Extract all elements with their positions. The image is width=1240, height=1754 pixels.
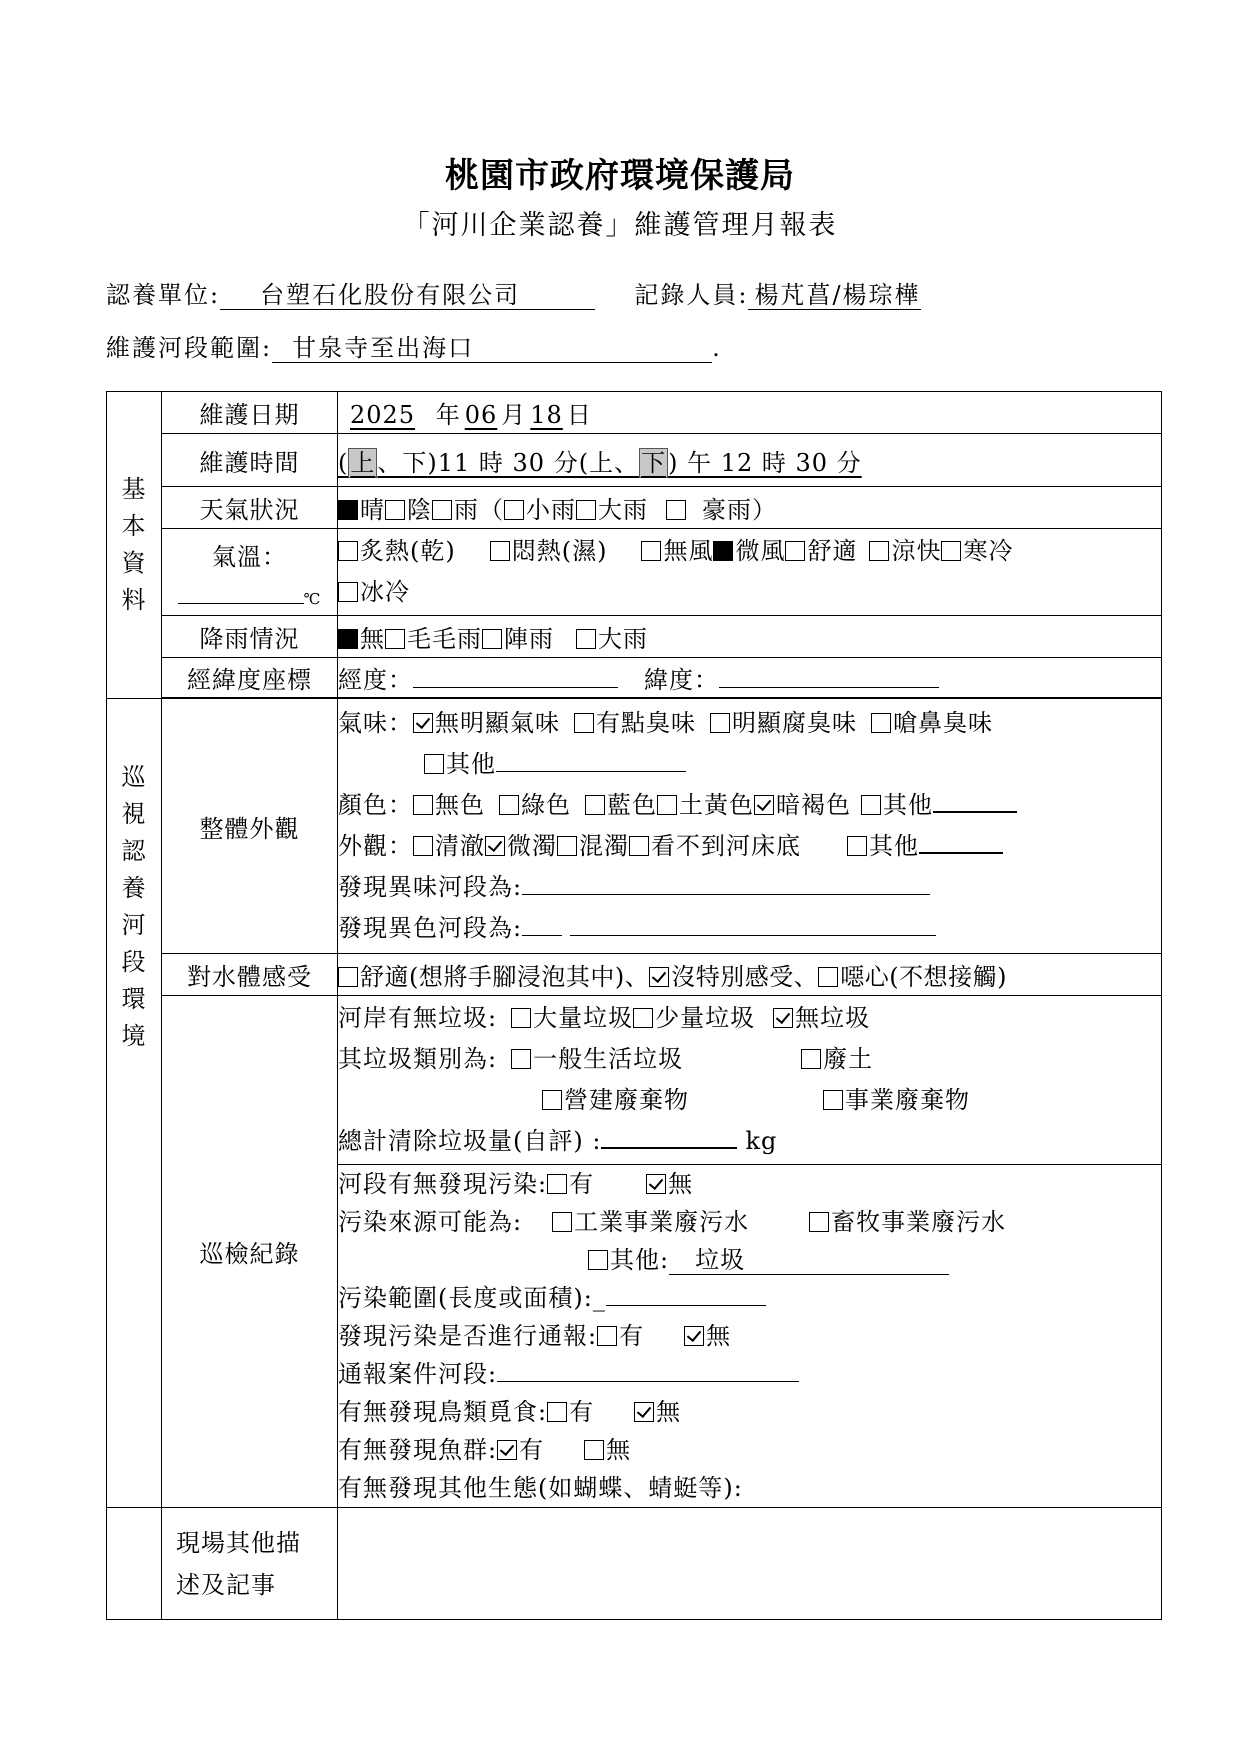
temperature-label: 氣溫： — [212, 542, 287, 571]
date-label: 維護日期 — [162, 392, 338, 434]
latitude-input[interactable] — [719, 687, 939, 688]
temperature-option[interactable]: 涼快 — [869, 537, 941, 565]
checkbox-empty-icon — [869, 541, 889, 561]
color-option[interactable]: 暗褐色 — [754, 791, 851, 819]
header-unit-row — [106, 275, 921, 310]
section-basic-label: 基 本 資 料 — [107, 392, 162, 699]
checkbox-empty-icon — [413, 795, 433, 815]
date-day[interactable]: 18 — [530, 401, 563, 429]
checkbox-empty-icon — [547, 1174, 567, 1194]
range-value: 甘泉寺至出海口 — [292, 334, 475, 362]
checkbox-checked-icon — [497, 1440, 517, 1460]
pollution-content: 河段有無發現污染: 有 無 污染來源可能為: 工業事業廢污水 畜牧事業廢污水 其他: 垃圾 污染範圍(長度或面積):_ 發現污染是否進行通報: 有 無 通報案件河段: 有無發現鳥類覓食: 有 無 有無發現魚群: 有 無 有無發現其他生態(如蝴蝶、蜻蜓等): — [338, 1165, 1162, 1508]
time-label: 維護時間 — [162, 434, 338, 487]
smell-option[interactable]: 嗆鼻臭味 — [871, 709, 993, 737]
recorder-label: 記錄人員: — [634, 281, 749, 309]
latitude-label: 緯度： — [644, 666, 719, 694]
color-option[interactable]: 綠色 — [499, 791, 571, 819]
inspection-label: 巡檢紀錄 — [162, 996, 338, 1508]
checkbox-empty-icon — [629, 836, 649, 856]
time-pm-selected[interactable]: 下 — [641, 448, 667, 477]
date-year[interactable]: 2025 — [350, 401, 416, 429]
rain-option[interactable]: 無 — [338, 625, 385, 653]
feeling-option[interactable]: 沒特別感受、 — [649, 963, 818, 991]
garbage-content: 河岸有無垃圾: 大量垃圾 少量垃圾 無垃圾 其垃圾類別為: 一般生活垃圾 廢土 營建廢棄物 事業廢棄物 總計清除垃圾量(自評) : kg — [338, 996, 1162, 1165]
temperature-cell — [162, 529, 338, 616]
checkbox-empty-icon — [585, 795, 605, 815]
range-field[interactable] — [272, 334, 712, 363]
header-range-row — [106, 328, 722, 363]
color-section-label: 發現異色河段為: — [338, 914, 523, 942]
temperature-option[interactable]: 炙熱(乾) — [338, 537, 456, 565]
notes-label: 現場其他描 述及記事 — [162, 1508, 338, 1620]
checkbox-empty-icon — [710, 713, 730, 733]
checkbox-empty-icon — [588, 1250, 608, 1270]
color-option[interactable]: 藍色 — [585, 791, 657, 819]
weather-option[interactable]: 豪雨） — [666, 496, 777, 524]
date-month[interactable]: 06 — [464, 401, 498, 429]
source-other-input[interactable]: 垃圾 — [669, 1246, 949, 1275]
checkbox-empty-icon — [424, 754, 444, 774]
checkbox-checked-icon — [485, 836, 505, 856]
garbage-total-input[interactable] — [601, 1147, 737, 1149]
look-option[interactable]: 混濁 — [557, 832, 629, 860]
checkbox-empty-icon — [823, 1090, 843, 1110]
checkbox-empty-icon — [574, 713, 594, 733]
range-end: . — [712, 334, 722, 362]
time-field[interactable] — [338, 434, 1162, 487]
row-feeling — [107, 954, 1162, 996]
row-time — [107, 434, 1162, 487]
row-appearance — [107, 699, 1162, 954]
weather-option[interactable]: 大雨 — [576, 496, 648, 524]
page-subtitle: 「河川企業認養」維護管理月報表 — [402, 210, 838, 241]
checkbox-empty-icon — [385, 629, 405, 649]
recorder-value: 楊芃菖/楊琮樺 — [754, 281, 921, 309]
source-option[interactable]: 工業事業廢污水 — [552, 1208, 749, 1236]
checkbox-empty-icon — [504, 500, 524, 520]
checkbox-empty-icon — [576, 500, 596, 520]
color-other-input[interactable] — [933, 811, 1017, 813]
rain-label: 降雨情況 — [162, 616, 338, 658]
garbage-option[interactable]: 無垃圾 — [773, 1004, 870, 1032]
feeling-option[interactable]: 噁心(不想接觸) — [818, 963, 1007, 991]
checkbox-empty-icon — [657, 795, 677, 815]
weather-option[interactable]: 陰 — [385, 496, 432, 524]
checkbox-empty-icon — [641, 541, 661, 561]
feeling-option[interactable]: 舒適(想將手腳浸泡其中)、 — [338, 963, 649, 991]
checkbox-empty-icon — [861, 795, 881, 815]
checkbox-empty-icon — [542, 1090, 562, 1110]
report-option[interactable]: 無 — [684, 1322, 731, 1350]
source-option[interactable]: 畜牧事業廢污水 — [809, 1208, 1006, 1236]
temperature-option[interactable]: 冰冷 — [338, 578, 410, 606]
pollution-option[interactable]: 有 — [547, 1170, 594, 1198]
checkbox-empty-icon — [557, 836, 577, 856]
garbage-type-option[interactable]: 事業廢棄物 — [823, 1086, 970, 1114]
checkbox-empty-icon — [801, 1049, 821, 1069]
temperature-option[interactable]: 微風 — [713, 537, 785, 565]
recorder-field[interactable] — [748, 281, 920, 310]
weather-option[interactable]: 晴 — [338, 496, 385, 524]
checkbox-empty-icon — [413, 836, 433, 856]
rain-option[interactable]: 大雨 — [576, 625, 648, 653]
fish-option[interactable]: 無 — [584, 1436, 631, 1464]
checkbox-checked-icon — [754, 795, 774, 815]
row-notes — [107, 1508, 1162, 1620]
look-option[interactable]: 微濁 — [485, 832, 557, 860]
checkbox-checked-icon — [649, 967, 669, 987]
checkbox-empty-icon — [809, 1212, 829, 1232]
weather-label: 天氣狀況 — [162, 487, 338, 529]
smell-option[interactable]: 明顯腐臭味 — [710, 709, 857, 737]
pollution-range-input[interactable] — [606, 1305, 766, 1306]
unit-field[interactable] — [220, 281, 595, 310]
longitude-label: 經度： — [338, 666, 413, 694]
checkbox-empty-icon — [633, 1008, 653, 1028]
checkbox-checked-icon — [646, 1174, 666, 1194]
time-am-selected[interactable]: 上 — [350, 448, 376, 477]
checkbox-empty-icon — [482, 629, 502, 649]
look-option[interactable]: 看不到河床底 — [629, 832, 801, 860]
row-coords — [107, 658, 1162, 698]
checkbox-empty-icon — [432, 500, 452, 520]
rain-option[interactable]: 毛毛雨 — [385, 625, 482, 653]
checkbox-empty-icon — [385, 500, 405, 520]
temperature-option[interactable]: 寒冷 — [941, 537, 1013, 565]
fish-option[interactable]: 有 — [497, 1436, 544, 1464]
weather-field — [338, 487, 1162, 529]
checkbox-empty-icon — [547, 1402, 567, 1422]
checkbox-filled-icon — [713, 541, 733, 561]
report-form — [106, 391, 1162, 1620]
checkbox-empty-icon — [499, 795, 519, 815]
range-label: 維護河段範圍: — [106, 334, 273, 362]
feeling-label: 對水體感受 — [162, 954, 338, 996]
checkbox-empty-icon — [338, 541, 358, 561]
checkbox-empty-icon — [847, 836, 867, 856]
appearance-label: 整體外觀 — [162, 699, 338, 954]
odor-section-input[interactable] — [522, 894, 930, 895]
garbage-type-option[interactable]: 一般生活垃圾 — [511, 1045, 683, 1073]
checkbox-empty-icon — [511, 1049, 531, 1069]
other-life-label: 有無發現其他生態(如蝴蝶、蜻蜓等): — [338, 1474, 743, 1502]
weather-option[interactable]: 雨（ — [432, 496, 504, 524]
color-option[interactable]: 其他 — [861, 791, 933, 819]
checkbox-empty-icon — [941, 541, 961, 561]
row-date — [107, 392, 1162, 434]
row-temperature — [107, 529, 1162, 616]
garbage-option[interactable]: 大量垃圾 — [511, 1004, 633, 1032]
checkbox-empty-icon — [666, 500, 686, 520]
page-title: 桃園市政府環境保護局 — [445, 156, 795, 196]
checkbox-empty-icon — [818, 967, 838, 987]
look-other-input[interactable] — [919, 852, 1003, 854]
unit-value: 台塑石化股份有限公司 — [260, 281, 521, 309]
unit-label: 認養單位: — [106, 281, 221, 309]
appearance-content: 氣味： 無明顯氣味 有點臭味 明顯腐臭味 嗆鼻臭味 其他 顏色： 無色 綠色 藍色 土黃色 暗褐色 其他 外觀： 清澈 微濁 混濁 看不到河床底 其他 發現異味河段為: 發現異色河段為: — [338, 699, 1162, 954]
smell-other-input[interactable] — [496, 771, 686, 772]
date-field[interactable]: 2025 年 06 月 18 日 — [338, 392, 1162, 434]
checkbox-checked-icon — [413, 713, 433, 733]
checkbox-filled-icon — [338, 629, 358, 649]
checkbox-empty-icon — [597, 1326, 617, 1346]
checkbox-empty-icon — [338, 967, 358, 987]
checkbox-checked-icon — [634, 1402, 654, 1422]
rain-option[interactable]: 陣雨 — [482, 625, 554, 653]
feeling-field — [338, 954, 1162, 996]
odor-section-label: 發現異味河段為: — [338, 873, 523, 901]
color-option[interactable]: 土黃色 — [657, 791, 754, 819]
checkbox-empty-icon — [552, 1212, 572, 1232]
section-patrol-label: 巡 視 認 養 河 段 環 境 — [107, 699, 162, 1508]
smell-option[interactable]: 無明顯氣味 — [413, 709, 560, 737]
coords-label: 經緯度座標 — [162, 658, 338, 698]
checkbox-checked-icon — [773, 1008, 793, 1028]
checkbox-empty-icon — [871, 713, 891, 733]
smell-option[interactable]: 有點臭味 — [574, 709, 696, 737]
row-weather — [107, 487, 1162, 529]
report-option[interactable]: 有 — [597, 1322, 644, 1350]
temperature-field[interactable]: ℃ — [162, 582, 337, 614]
birds-option[interactable]: 無 — [634, 1398, 681, 1426]
pollution-option[interactable]: 無 — [646, 1170, 693, 1198]
checkbox-empty-icon — [785, 541, 805, 561]
coords-field — [338, 658, 1162, 698]
checkbox-empty-icon — [338, 582, 358, 602]
row-garbage — [107, 996, 1162, 1165]
checkbox-empty-icon — [511, 1008, 531, 1028]
checkbox-empty-icon — [490, 541, 510, 561]
time-text: (上、下)11 時 30 分(上、下) 午 12 時 30 分 — [338, 448, 862, 477]
color-section-input[interactable] — [570, 935, 936, 936]
smell-option[interactable]: 其他 — [424, 750, 496, 778]
color-option[interactable]: 無色 — [413, 791, 485, 819]
garbage-type-option[interactable]: 廢土 — [801, 1045, 873, 1073]
temperature-options — [338, 529, 1162, 616]
look-option[interactable]: 其他 — [847, 832, 919, 860]
temperature-option[interactable]: 悶熱(濕) — [490, 537, 608, 565]
temperature-option[interactable]: 無風 — [641, 537, 713, 565]
garbage-type-option[interactable]: 營建廢棄物 — [542, 1086, 689, 1114]
row-rain — [107, 616, 1162, 658]
checkbox-filled-icon — [338, 500, 358, 520]
look-option[interactable]: 清澈 — [413, 832, 485, 860]
notes-input[interactable] — [338, 1508, 1162, 1620]
garbage-option[interactable]: 少量垃圾 — [633, 1004, 755, 1032]
longitude-input[interactable] — [413, 687, 618, 688]
source-option[interactable]: 其他: — [588, 1246, 669, 1274]
birds-option[interactable]: 有 — [547, 1398, 594, 1426]
checkbox-empty-icon — [576, 629, 596, 649]
weather-option[interactable]: 小雨 — [504, 496, 576, 524]
rain-field — [338, 616, 1162, 658]
temperature-option[interactable]: 舒適 — [785, 537, 857, 565]
report-section-input[interactable] — [497, 1381, 799, 1382]
checkbox-empty-icon — [584, 1440, 604, 1460]
checkbox-checked-icon — [684, 1326, 704, 1346]
